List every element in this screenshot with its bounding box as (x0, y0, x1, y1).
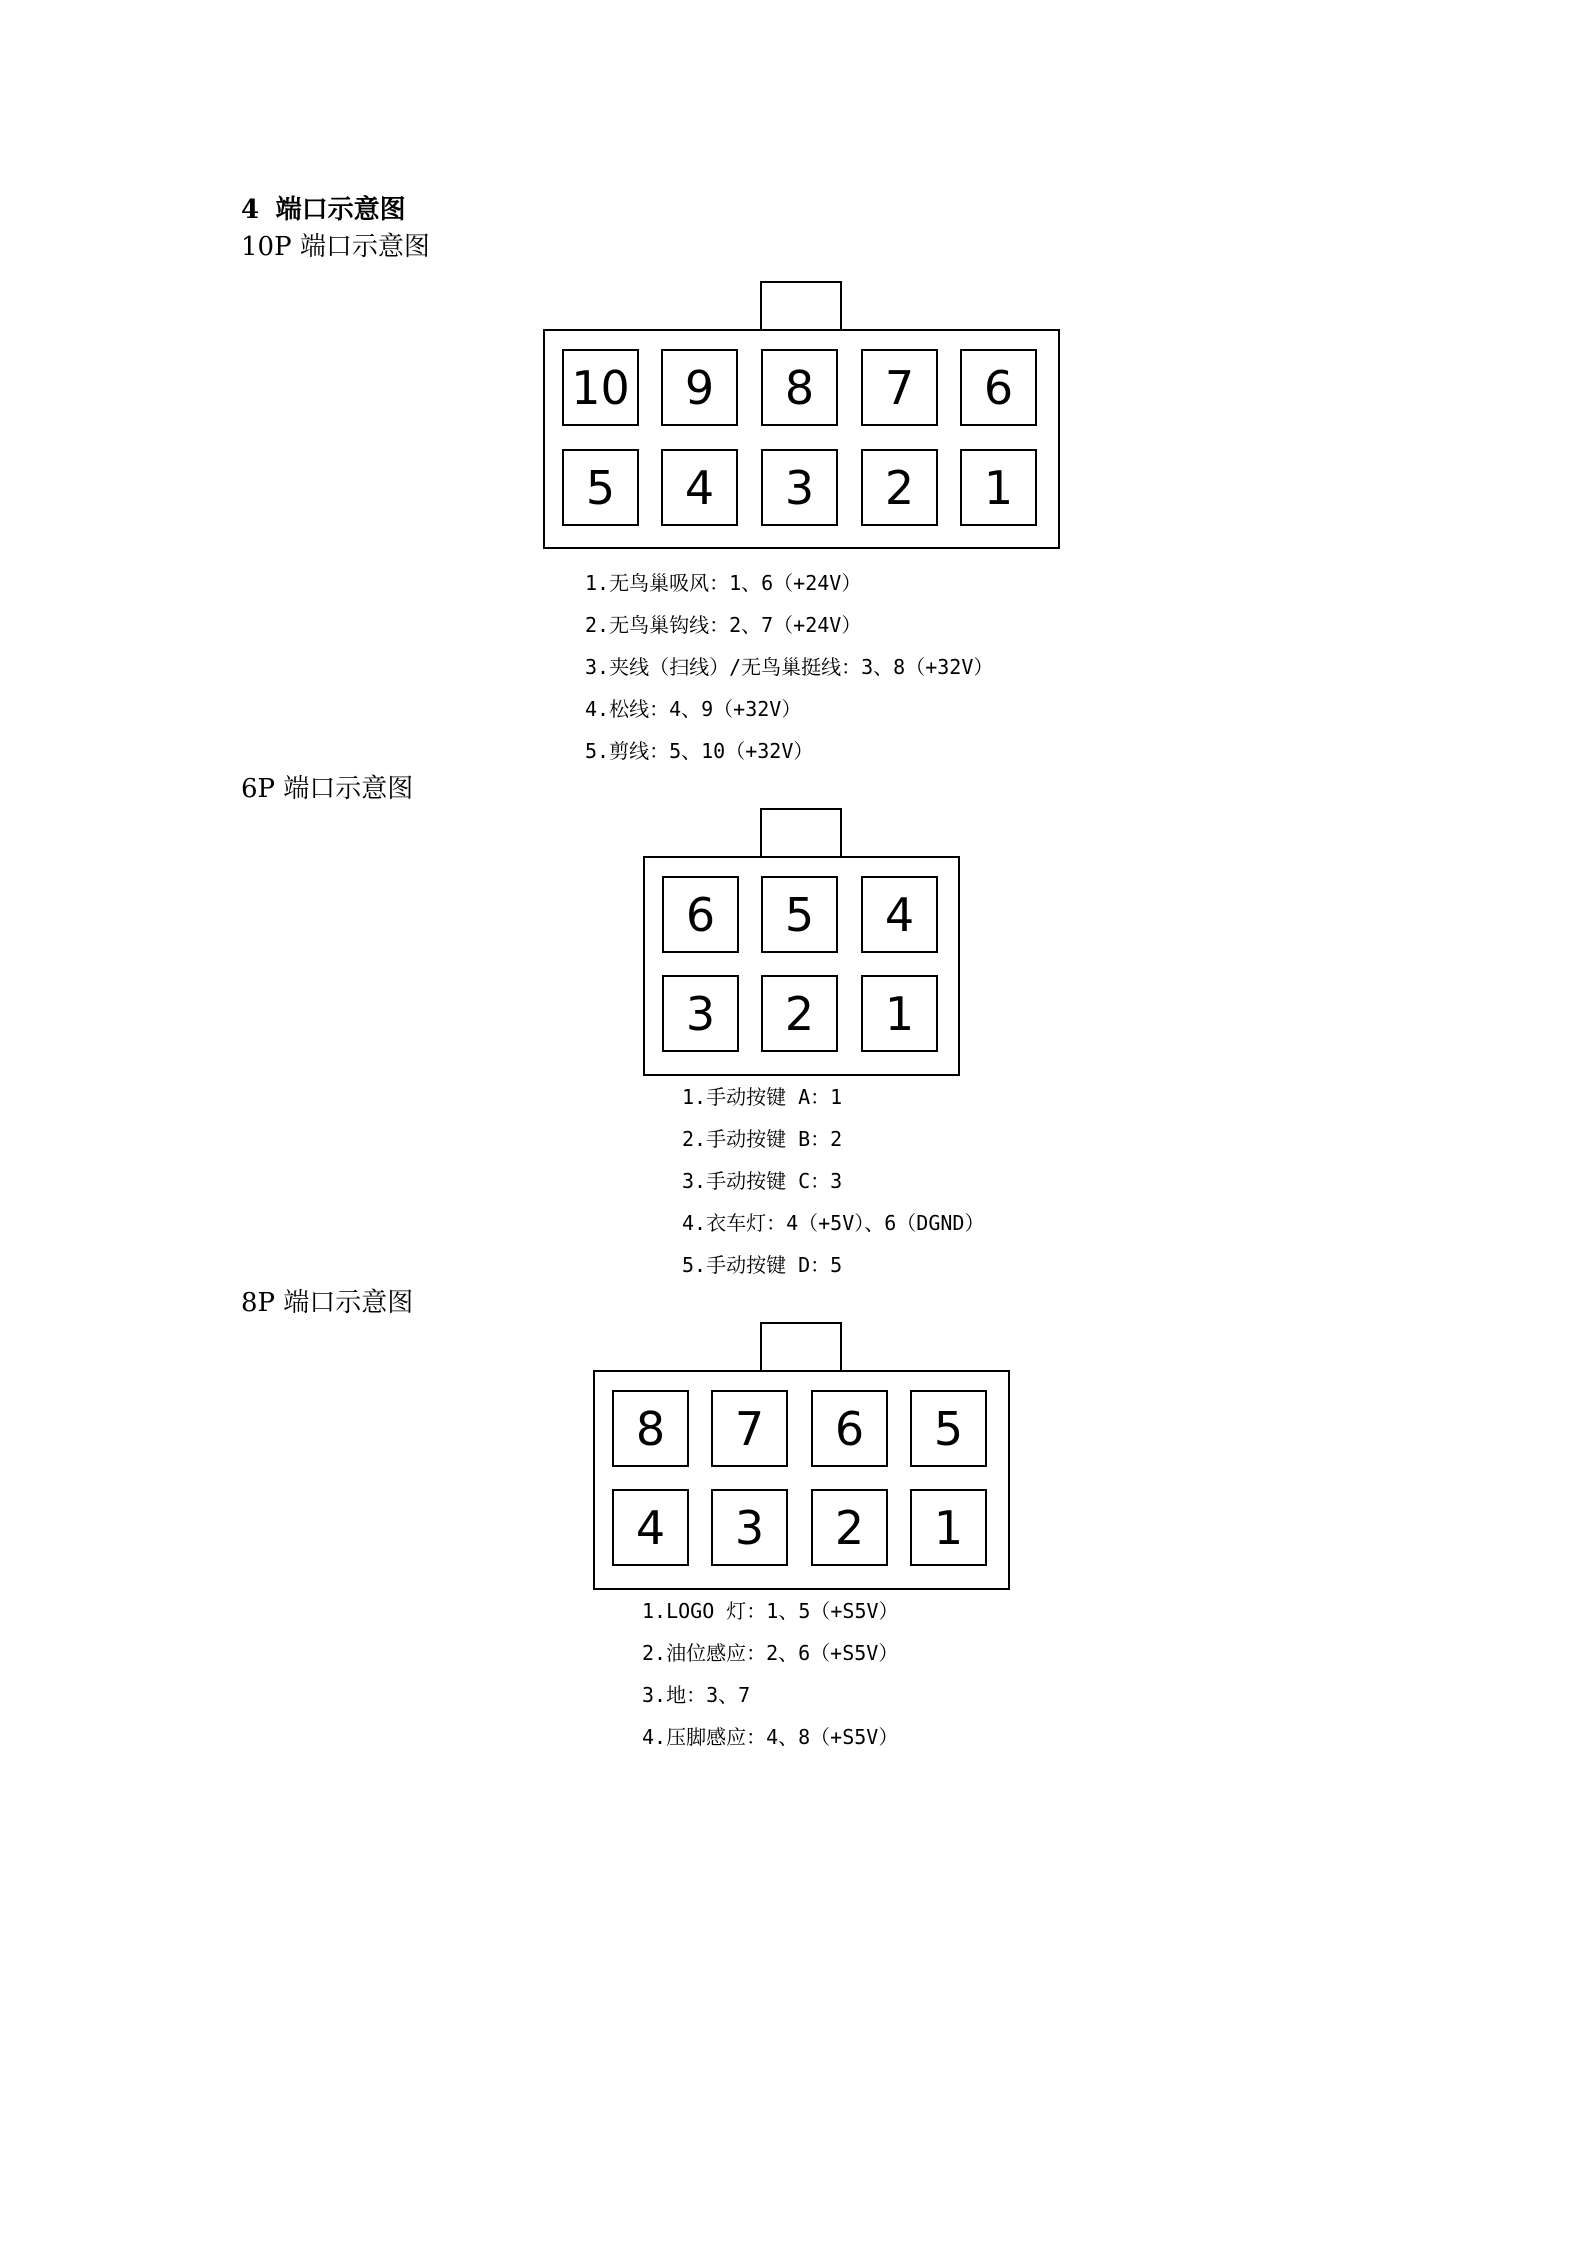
connector-6p-pin: 1 (861, 975, 938, 1052)
section-heading (241, 195, 406, 225)
connector-8p-descriptions (642, 1590, 899, 1758)
connector-8p-pin: 2 (811, 1489, 888, 1566)
connector-10p-pin: 9 (661, 349, 738, 426)
connector-10p-heading: 10P 端口示意图 (241, 232, 430, 262)
description-line: 4.衣车灯：4（+5V）、6（DGND） (682, 1211, 985, 1235)
connector-10p-pin: 1 (960, 449, 1037, 526)
connector-10p-descriptions (585, 562, 993, 772)
connector-8p-pin: 4 (612, 1489, 689, 1566)
connector-6p-pin: 6 (662, 876, 739, 953)
connector-10p-pin: 4 (661, 449, 738, 526)
connector-8p-pin: 5 (910, 1390, 987, 1467)
connector-10p-pin: 5 (562, 449, 639, 526)
connector-10p-pin: 2 (861, 449, 938, 526)
section-title: 端口示意图 (275, 195, 406, 225)
description-line: 3.夹线（扫线）/无鸟巢挺线：3、8（+32V） (585, 655, 994, 679)
connector-10p-pin: 8 (761, 349, 838, 426)
description-line: 5.剪线：5、10（+32V） (585, 739, 814, 763)
description-line: 5.手动按键 D：5 (682, 1253, 843, 1277)
connector-6p-pin: 3 (662, 975, 739, 1052)
description-line: 1.手动按键 A：1 (682, 1085, 843, 1109)
connector-6p-pin: 4 (861, 876, 938, 953)
connector-6p-descriptions (682, 1076, 984, 1286)
connector-10p-pin: 3 (761, 449, 838, 526)
description-line: 1.无鸟巢吸风：1、6（+24V） (585, 571, 862, 595)
connector-10p-latch (760, 281, 842, 331)
connector-8p-pin: 7 (711, 1390, 788, 1467)
connector-8p-pin: 1 (910, 1489, 987, 1566)
connector-8p-pin: 6 (811, 1390, 888, 1467)
description-line: 2.手动按键 B：2 (682, 1127, 843, 1151)
connector-10p-pin: 6 (960, 349, 1037, 426)
connector-6p-latch (760, 808, 842, 858)
connector-10p-pin: 10 (562, 349, 639, 426)
section-number: 4 (241, 195, 260, 225)
description-line: 3.手动按键 C：3 (682, 1169, 843, 1193)
connector-6p-pin: 2 (761, 975, 838, 1052)
description-line: 4.压脚感应：4、8（+S5V） (642, 1725, 899, 1749)
description-line: 3.地：3、7 (642, 1683, 751, 1707)
connector-8p-pin: 8 (612, 1390, 689, 1467)
connector-8p-heading: 8P 端口示意图 (241, 1288, 414, 1318)
description-line: 2.油位感应：2、6（+S5V） (642, 1641, 899, 1665)
connector-10p-pin: 7 (861, 349, 938, 426)
connector-6p-heading: 6P 端口示意图 (241, 774, 414, 804)
connector-6p-pin: 5 (761, 876, 838, 953)
connector-8p-latch (760, 1322, 842, 1372)
description-line: 4.松线：4、9（+32V） (585, 697, 802, 721)
description-line: 2.无鸟巢钩线：2、7（+24V） (585, 613, 862, 637)
description-line: 1.LOGO 灯：1、5（+S5V） (642, 1599, 899, 1623)
connector-8p-pin: 3 (711, 1489, 788, 1566)
